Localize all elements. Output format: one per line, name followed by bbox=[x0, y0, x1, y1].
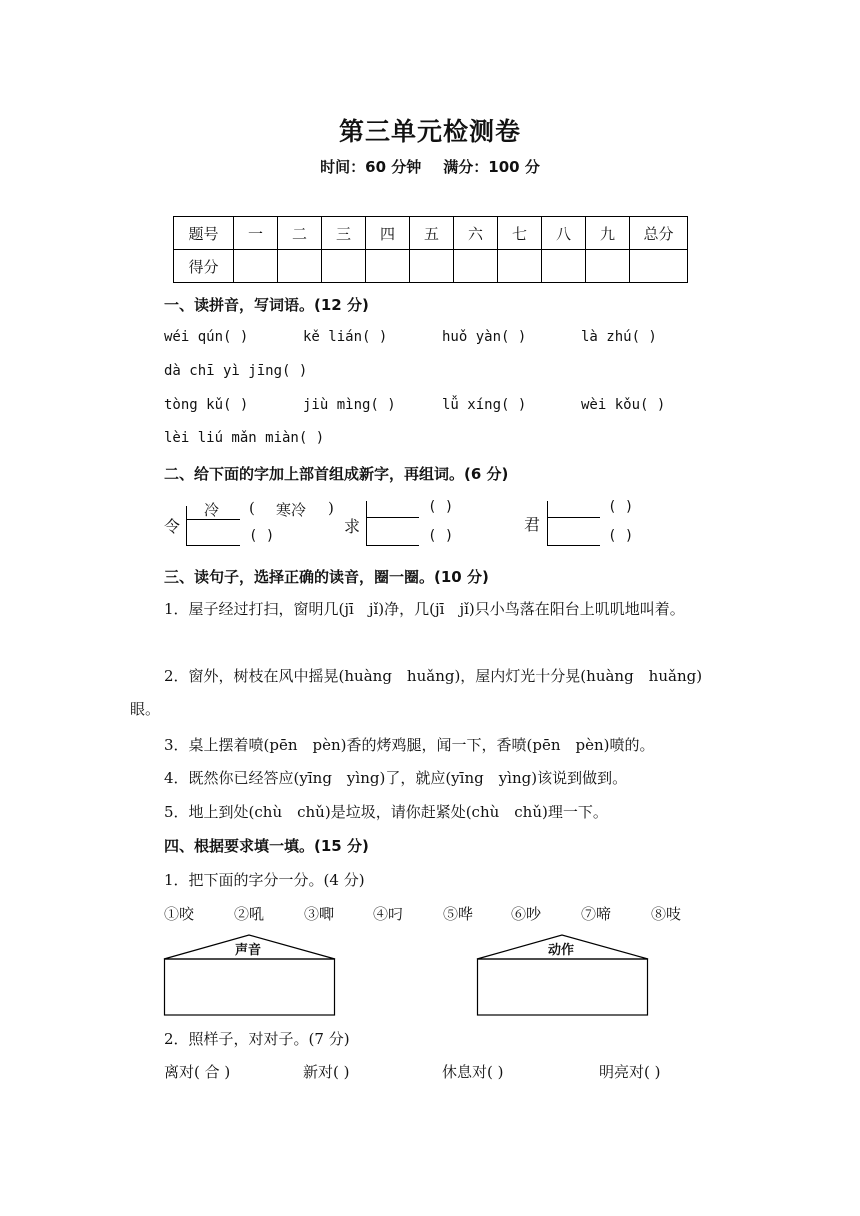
exam-meta bbox=[0, 156, 860, 177]
score-input-cell[interactable] bbox=[454, 250, 498, 283]
question-item: 5．地上到处(chù chǔ)是垃圾，请你赶紧处(chù chǔ)理一下。 bbox=[164, 803, 608, 821]
sub-question-label: 2．照样子，对对子。(7 分) bbox=[164, 1030, 350, 1048]
char-option: ③唧 bbox=[304, 905, 335, 923]
answer-line bbox=[547, 517, 600, 518]
question-item: 4．既然你已经答应(yīng yìng)了，就应(yīng yìng)该说到做到。 bbox=[164, 769, 628, 787]
score-header-cell: 四 bbox=[366, 217, 410, 250]
pinyin-item: dà chī yì jīng( ) bbox=[164, 363, 308, 379]
char-option: ⑦啼 bbox=[581, 905, 612, 923]
word-blank: ( ) bbox=[608, 499, 634, 515]
section-2-heading: 二、给下面的字加上部首组成新字，再组词。(6 分) bbox=[164, 465, 509, 483]
paren-open: ( bbox=[249, 499, 255, 517]
score-input-cell[interactable] bbox=[498, 250, 542, 283]
char-option: ④叼 bbox=[373, 905, 404, 923]
full-score: 满分：100 分 bbox=[443, 158, 540, 176]
sound-category-label: 声音 bbox=[235, 943, 262, 958]
pinyin-item: là zhú( ) bbox=[581, 329, 657, 345]
answer-line bbox=[366, 545, 419, 546]
pinyin-item: tòng kǔ( ) bbox=[164, 397, 249, 413]
pinyin-item: lǚ xíng( ) bbox=[442, 397, 527, 413]
answer-line bbox=[186, 545, 240, 546]
antonym-item: 新对( ) bbox=[303, 1063, 350, 1081]
score-input-cell[interactable] bbox=[410, 250, 454, 283]
score-input-cell[interactable] bbox=[630, 250, 688, 283]
pinyin-item: kě lián( ) bbox=[303, 329, 388, 345]
base-char: 君 bbox=[524, 515, 541, 534]
brace-line bbox=[366, 501, 367, 545]
word-blank: ( ) bbox=[249, 528, 275, 544]
base-char: 令 bbox=[164, 517, 181, 536]
answer-line bbox=[366, 517, 419, 518]
antonym-item: 明亮对( ) bbox=[599, 1063, 661, 1081]
example-word: 寒冷 bbox=[276, 501, 307, 519]
score-input-cell[interactable] bbox=[542, 250, 586, 283]
score-header-cell: 三 bbox=[322, 217, 366, 250]
word-blank: ( ) bbox=[428, 528, 454, 544]
score-header-cell: 九 bbox=[586, 217, 630, 250]
char-option: ①咬 bbox=[164, 905, 195, 923]
question-item: 2．窗外，树枝在风中摇晃(huàng huǎng)，屋内灯光十分晃(huàng huǎng)眼。 bbox=[130, 667, 703, 718]
score-header-cell: 七 bbox=[498, 217, 542, 250]
score-header-cell: 总分 bbox=[630, 217, 688, 250]
brace-line bbox=[547, 501, 548, 545]
char-option: ②吼 bbox=[234, 905, 265, 923]
page-title: 第三单元检测卷 bbox=[338, 117, 521, 146]
question-item: 3．桌上摆着喷(pēn pèn)香的烤鸡腿，闻一下，香喷(pēn pèn)喷的。 bbox=[164, 736, 655, 754]
score-table bbox=[173, 216, 688, 283]
antonym-item: 休息对( ) bbox=[442, 1063, 504, 1081]
score-table-score-row bbox=[174, 250, 688, 283]
question-item: 1．屋子经过打扫，窗明几(jī jǐ)净，几(jī jǐ)只小鸟落在阳台上叽叽地叫着。 bbox=[164, 600, 685, 618]
base-char: 求 bbox=[344, 517, 361, 536]
time-limit: 时间：60 分钟 bbox=[320, 158, 422, 176]
score-header-cell: 五 bbox=[410, 217, 454, 250]
action-category-label: 动作 bbox=[548, 943, 575, 958]
score-header-cell: 题号 bbox=[174, 217, 234, 250]
score-input-cell[interactable] bbox=[234, 250, 278, 283]
score-input-cell[interactable] bbox=[366, 250, 410, 283]
char-option: ⑥吵 bbox=[511, 905, 542, 923]
brace-line bbox=[186, 506, 187, 545]
pinyin-item: wèi kǒu( ) bbox=[581, 397, 666, 413]
score-header-cell: 六 bbox=[454, 217, 498, 250]
house-body bbox=[478, 959, 648, 1015]
pinyin-item: huǒ yàn( ) bbox=[442, 329, 527, 345]
score-row-label: 得分 bbox=[174, 250, 234, 283]
example-char: 冷 bbox=[204, 501, 220, 519]
score-input-cell[interactable] bbox=[586, 250, 630, 283]
antonym-item: 离对( 合 ) bbox=[164, 1063, 231, 1081]
answer-line bbox=[547, 545, 600, 546]
section-3-heading: 三、读句子，选择正确的读音，圈一圈。(10 分) bbox=[164, 568, 489, 586]
score-table-header-row bbox=[174, 217, 688, 250]
pinyin-item: jiù mìng( ) bbox=[303, 397, 396, 413]
word-blank: ( ) bbox=[428, 499, 454, 515]
score-header-cell: 二 bbox=[278, 217, 322, 250]
score-header-cell: 八 bbox=[542, 217, 586, 250]
sub-question-label: 1．把下面的字分一分。(4 分) bbox=[164, 871, 365, 889]
pinyin-item: lèi liú mǎn miàn( ) bbox=[164, 430, 325, 446]
section-4-heading: 四、根据要求填一填。(15 分) bbox=[164, 837, 369, 855]
house-body bbox=[165, 959, 335, 1015]
score-header-cell: 一 bbox=[234, 217, 278, 250]
char-option: ⑧吱 bbox=[651, 905, 682, 923]
score-input-cell[interactable] bbox=[322, 250, 366, 283]
char-option: ⑤哗 bbox=[443, 905, 474, 923]
word-blank: ( ) bbox=[608, 528, 634, 544]
paren-close: ) bbox=[328, 499, 334, 517]
score-input-cell[interactable] bbox=[278, 250, 322, 283]
section-1-heading: 一、读拼音，写词语。(12 分) bbox=[164, 296, 369, 314]
pinyin-item: wéi qún( ) bbox=[164, 329, 249, 345]
